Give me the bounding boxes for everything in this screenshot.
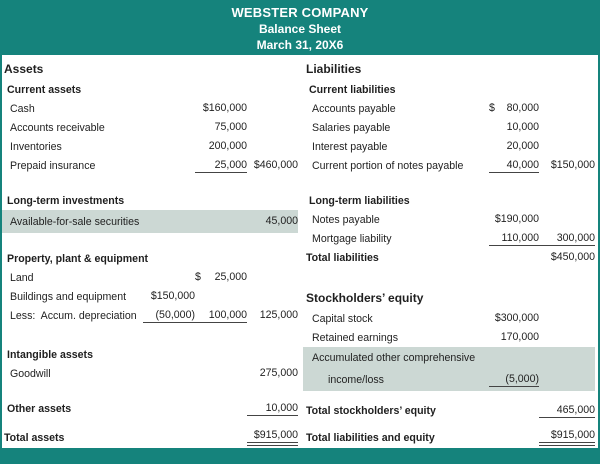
section-heading [2, 58, 298, 80]
item-label: Total liabilities [306, 251, 379, 264]
line-item-row [303, 210, 595, 229]
line-item-row [303, 118, 595, 137]
assets-column [2, 58, 303, 451]
amount [539, 337, 595, 338]
amount [247, 127, 298, 128]
amount [489, 410, 539, 411]
amount: $160,000 [202, 102, 247, 114]
amount-value: 80,000 [506, 102, 539, 114]
amount [539, 108, 595, 109]
item-label: Total stockholders’ equity [306, 404, 436, 417]
amount [489, 102, 539, 115]
amount [143, 165, 195, 166]
heading-label: Assets [4, 62, 44, 76]
line-item-row [2, 306, 298, 325]
amount: $915,000 [539, 429, 595, 446]
statement-body [2, 58, 598, 451]
company-name: WEBSTER COMPANY [231, 5, 369, 20]
item-label: Total liabilities and equity [306, 431, 435, 444]
item-label: Capital stock [312, 312, 373, 325]
spacer [2, 233, 298, 249]
spacer [2, 175, 298, 191]
item-label: Cash [10, 102, 35, 115]
item-label: Mortgage liability [312, 232, 392, 245]
amount: $190,000 [494, 213, 539, 225]
line-item-row [303, 347, 595, 391]
item-label: Current portion of notes payable [312, 159, 464, 172]
amount [539, 127, 595, 128]
line-item-row [2, 268, 298, 287]
liabilities-column [303, 58, 598, 451]
amount [489, 257, 539, 258]
amount: 125,000 [259, 309, 298, 321]
amount: 465,000 [539, 404, 595, 418]
item-label: Retained earnings [312, 331, 398, 344]
amount [143, 146, 195, 147]
amount [195, 373, 247, 374]
section-heading [303, 287, 595, 309]
dollar-sign: $ [489, 102, 495, 114]
line-item-row [2, 287, 298, 306]
amount: 170,000 [500, 331, 539, 343]
amount: 300,000 [539, 232, 595, 246]
item-label: Total assets [4, 431, 65, 444]
amount: 20,000 [506, 140, 539, 152]
line-item-row [303, 156, 595, 175]
item-label: Less: Accum. depreciation [10, 309, 137, 322]
section-heading [303, 58, 595, 80]
amount [195, 296, 247, 297]
item-label: Salaries payable [312, 121, 391, 134]
heading-label: Current assets [7, 83, 82, 96]
heading-label: Liabilities [306, 62, 362, 76]
group-heading [303, 80, 595, 99]
amount [195, 221, 247, 222]
amount [143, 408, 195, 409]
amount: 40,000 [489, 159, 539, 173]
amount [539, 380, 595, 381]
group-heading [2, 191, 298, 210]
amount: 10,000 [506, 121, 539, 133]
item-label: Accumulated other comprehensive [312, 352, 476, 364]
dollar-sign: $ [195, 271, 201, 283]
amount: 100,000 [195, 309, 247, 323]
heading-label: Current liabilities [309, 83, 396, 96]
spacer [303, 420, 595, 428]
line-item-row [303, 248, 595, 267]
item-label-line [303, 347, 595, 369]
statement-title: Balance Sheet [258, 22, 342, 36]
amount: $460,000 [253, 159, 298, 171]
line-item-row [2, 99, 298, 118]
item-label: Buildings and equipment [10, 290, 127, 303]
heading-label: Property, plant & equipment [7, 252, 149, 265]
amount [143, 108, 195, 109]
amount [539, 219, 595, 220]
spacer [2, 325, 298, 345]
amount [247, 277, 298, 278]
item-value-line [303, 369, 595, 391]
line-item-row [303, 428, 595, 447]
item-label: Accounts payable [312, 102, 396, 115]
amount [143, 373, 195, 374]
amount [143, 127, 195, 128]
heading-label: Intangible assets [7, 348, 93, 361]
item-label: Other assets [7, 402, 72, 415]
item-label: Available-for-sale securities [10, 215, 140, 228]
heading-label: Long-term investments [7, 194, 125, 207]
line-item-row [2, 364, 298, 383]
amount [143, 437, 195, 438]
amount [539, 146, 595, 147]
item-label: Notes payable [312, 213, 380, 226]
line-item-row [2, 210, 298, 233]
amount: $150,000 [550, 159, 595, 171]
spacer [2, 383, 298, 399]
spacer [303, 175, 595, 191]
spacer [303, 391, 595, 401]
amount: 75,000 [214, 121, 247, 133]
amount: 275,000 [259, 367, 298, 379]
group-heading [303, 191, 595, 210]
amount: $300,000 [494, 312, 539, 324]
item-label-continued: income/loss [328, 374, 384, 386]
amount: $915,000 [247, 429, 298, 446]
spacer [303, 267, 595, 287]
group-heading [2, 80, 298, 99]
line-item-row [2, 137, 298, 156]
item-label: Inventories [10, 140, 62, 153]
line-item-row [2, 118, 298, 137]
amount: 25,000 [195, 159, 247, 173]
line-item-row [303, 137, 595, 156]
amount: $150,000 [150, 290, 195, 302]
line-item-row [2, 156, 298, 175]
amount [539, 318, 595, 319]
amount [247, 146, 298, 147]
item-label: Interest payable [312, 140, 388, 153]
heading-label: Long-term liabilities [309, 194, 410, 207]
amount [195, 437, 247, 438]
bottom-bar [0, 448, 600, 464]
line-item-row [2, 399, 298, 418]
amount: 10,000 [247, 402, 298, 416]
amount [195, 271, 247, 284]
line-item-row [2, 428, 298, 447]
amount: 110,000 [489, 232, 539, 246]
line-item-row [303, 229, 595, 248]
amount [195, 408, 247, 409]
spacer [2, 418, 298, 428]
item-label: Accounts receivable [10, 121, 105, 134]
heading-label: Stockholders’ equity [306, 291, 424, 305]
group-heading [2, 345, 298, 364]
item-label: Land [10, 271, 34, 284]
item-label: Prepaid insurance [10, 159, 96, 172]
amount [143, 277, 195, 278]
statement-header [2, 0, 598, 55]
amount: 200,000 [208, 140, 247, 152]
item-label: Goodwill [10, 367, 51, 380]
line-item-row [303, 99, 595, 118]
amount [247, 296, 298, 297]
amount [143, 221, 195, 222]
amount: $450,000 [550, 251, 595, 263]
line-item-row [303, 328, 595, 347]
line-item-row [303, 309, 595, 328]
amount-value: 25,000 [214, 271, 247, 283]
amount [247, 108, 298, 109]
group-heading [2, 249, 298, 268]
amount: (50,000) [143, 309, 195, 323]
amount: (5,000) [489, 373, 539, 387]
line-item-row [303, 401, 595, 420]
amount [489, 437, 539, 438]
statement-date: March 31, 20X6 [256, 38, 344, 52]
amount: 45,000 [265, 215, 298, 227]
